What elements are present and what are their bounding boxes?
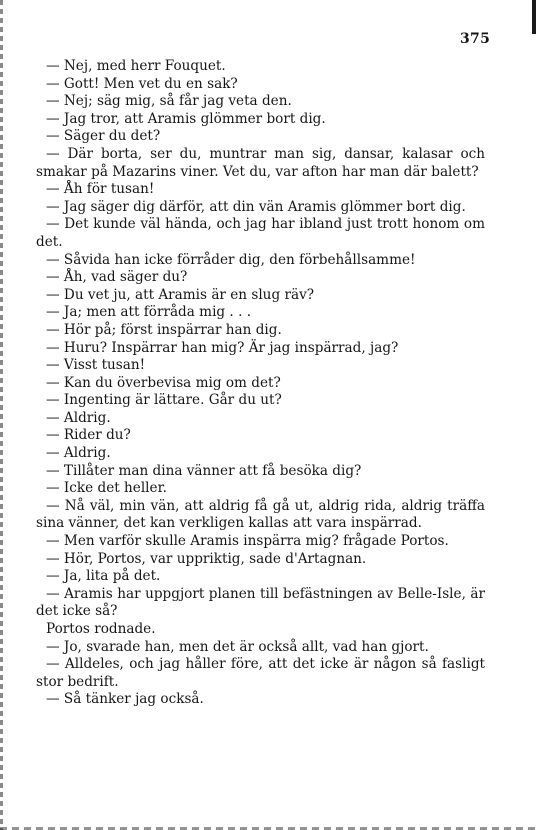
dialogue-line: — Ja, lita på det. — [46, 568, 161, 585]
dialogue-line: — Det kunde väl hända, och jag har ibland just trott honom om det. — [36, 216, 485, 250]
dialogue-line: — Jo, svarade han, men det är också allt, vad han gjort. — [46, 638, 429, 655]
dialogue-line: — Nej; säg mig, så får jag veta den. — [46, 93, 292, 110]
dialogue-line: — Ja; men att förråda mig . . . — [46, 304, 252, 321]
dialogue-line: — Aldrig. — [46, 445, 111, 462]
dialogue-line: — Jag tror, att Aramis glömmer bort dig. — [46, 110, 326, 127]
page-number: 375 — [460, 31, 491, 47]
dialogue-line: — Säger du det? — [46, 128, 161, 145]
dialogue-line: — Jag säger dig därför, att din vän Aramis glömmer bort dig. — [46, 198, 466, 215]
dialogue-line: — Ingenting är lättare. Går du ut? — [46, 392, 282, 409]
dialogue-line: — Du vet ju, att Aramis är en slug räv? — [46, 286, 315, 303]
dialogue-line: — Kan du överbevisa mig om det? — [46, 374, 281, 391]
dialogue-line: — Visst tusan! — [46, 357, 146, 374]
body-text — [36, 58, 485, 709]
scan-edge-right — [532, 0, 536, 34]
scan-edge-left — [0, 0, 3, 830]
dialogue-line: — Åh för tusan! — [46, 181, 155, 198]
dialogue-line: — Rider du? — [46, 427, 131, 444]
dialogue-line: — Gott! Men vet du en sak? — [46, 75, 238, 92]
dialogue-line: — Men varför skulle Aramis inspärra mig? frågade Portos. — [46, 533, 449, 550]
dialogue-line: — Aramis har uppgjort planen till befästningen av Belle-Isle, är det icke så? — [36, 585, 485, 620]
dialogue-line: — Huru? Inspärrar han mig? Är jag inspärrad, jag? — [46, 339, 399, 356]
dialogue-line: — Hör, Portos, var uppriktig, sade d'Artagnan. — [46, 550, 367, 567]
dialogue-line: — Så tänker jag också. — [46, 691, 204, 708]
dialogue-line: — Nå väl, min vän, att aldrig få gå ut, aldrig rida, aldrig träffa sina vänner, det kan verkligen kallas att vara inspärrad. — [36, 497, 485, 532]
dialogue-line: — Där borta, ser du, muntrar man sig, dansar, kalasar och smakar på Mazarins viner. Vet du, var afton har man där balett? — [36, 145, 485, 180]
dialogue-line: — Åh, vad säger du? — [46, 269, 188, 286]
narration-line: Portos rodnade. — [46, 621, 156, 637]
dialogue-line: — Alldeles, och jag håller före, att det icke är någon så fasligt stor bedrift. — [36, 656, 485, 690]
dialogue-line: — Tillåter man dina vänner att få besöka dig? — [46, 462, 362, 479]
dialogue-line: — Aldrig. — [46, 409, 111, 426]
dialogue-line: — Såvida han icke förråder dig, den förbehållsamme! — [46, 251, 416, 268]
dialogue-line: — Hör på; först inspärrar han dig. — [46, 321, 282, 338]
dialogue-line: — Icke det heller. — [46, 480, 167, 497]
dialogue-line: — Nej, med herr Fouquet. — [46, 58, 226, 74]
